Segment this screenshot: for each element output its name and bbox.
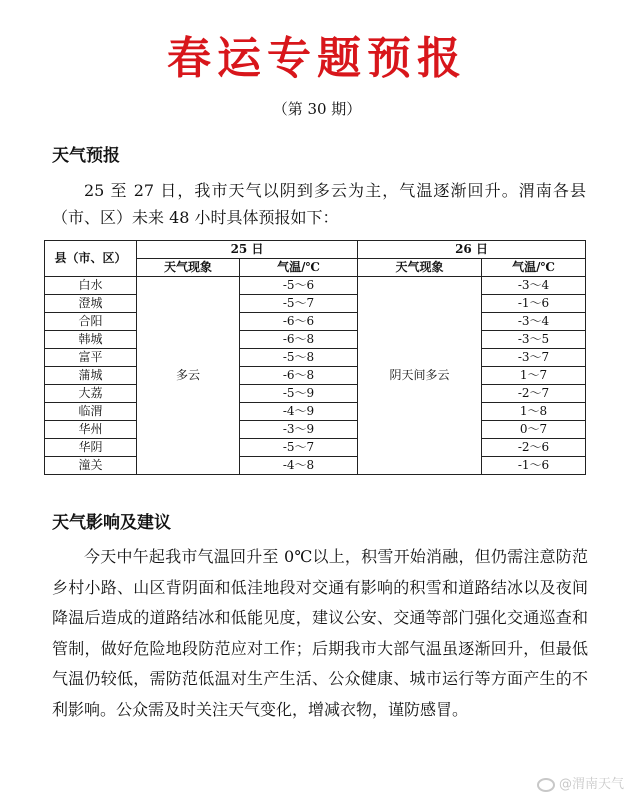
impact-body: 今天中午起我市气温回升至 0℃以上，积雪开始消融，但仍需注意防范乡村小路、山区背阴面和低洼地段对交通有影响的积雪和道路结冰以及夜间降温后造成的道路结冰和低能见度，建议公安、交通等部门强化交通巡查和管制，做好危险地段防范应对工作；后期我市大部气温虽逐渐回升，但最低气温仍较低，需防范低温对生产生活、公众健康、城市运行等方面产生的不利影响。公众需及时关注天气变化，增减衣物，谨防感冒。 (52, 547, 588, 719)
day1-temp-header: 气温/℃ (240, 259, 358, 277)
day2-temp-cell: -3～4 (482, 277, 586, 295)
watermark (537, 773, 624, 792)
day1-temp-cell: -5～9 (240, 385, 358, 403)
weibo-icon (537, 778, 555, 792)
day2-temp-cell: -1～6 (482, 295, 586, 313)
day1-weather-cell: 多云 (137, 277, 240, 475)
table-row (45, 367, 586, 385)
day1-temp-cell: -6～8 (240, 367, 358, 385)
watermark-text: @渭南天气 (558, 777, 624, 792)
county-cell: 蒲城 (45, 367, 137, 385)
day1-temp-cell: -5～6 (240, 277, 358, 295)
county-cell: 潼关 (45, 457, 137, 475)
table-row (45, 349, 586, 367)
day2-temp-cell: -2～7 (482, 385, 586, 403)
issue-number: （第 30 期） (272, 100, 362, 118)
day2-temp-cell: -2～6 (482, 439, 586, 457)
table-row (45, 403, 586, 421)
forecast-heading: 天气预报 (52, 146, 120, 166)
day1-temp-cell: -5～7 (240, 295, 358, 313)
day2-temp-header: 气温/℃ (482, 259, 586, 277)
county-header: 县（市、区） (45, 241, 137, 277)
day1-temp-cell: -6～6 (240, 313, 358, 331)
report-title: 春运专题预报 (167, 33, 467, 84)
county-cell: 临渭 (45, 403, 137, 421)
day1-temp-cell: -5～8 (240, 349, 358, 367)
table-row (45, 421, 586, 439)
table-row (45, 313, 586, 331)
day1-temp-cell: -4～9 (240, 403, 358, 421)
table-row (45, 295, 586, 313)
table-row (45, 385, 586, 403)
table-row (45, 457, 586, 475)
county-cell: 华阴 (45, 439, 137, 457)
day1-weather-header: 天气现象 (137, 259, 240, 277)
day1-temp-cell: -5～7 (240, 439, 358, 457)
county-cell: 澄城 (45, 295, 137, 313)
forecast-table (44, 240, 586, 475)
forecast-intro: 25 至 27 日，我市天气以阴到多云为主，气温逐渐回升。渭南各县（市、区）未来 48 小时具体预报如下： (52, 181, 586, 227)
day2-weather-cell: 阴天间多云 (358, 277, 482, 475)
day2-temp-cell: -1～6 (482, 457, 586, 475)
day1-temp-cell: -6～8 (240, 331, 358, 349)
day2-header: 26 日 (358, 241, 586, 259)
table-row (45, 439, 586, 457)
county-cell: 大荔 (45, 385, 137, 403)
day2-temp-cell: -3～5 (482, 331, 586, 349)
county-cell: 白水 (45, 277, 137, 295)
day2-weather-header: 天气现象 (358, 259, 482, 277)
day2-temp-cell: 0～7 (482, 421, 586, 439)
day2-temp-cell: 1～7 (482, 367, 586, 385)
impact-heading: 天气影响及建议 (52, 513, 171, 533)
county-cell: 富平 (45, 349, 137, 367)
day2-temp-cell: -3～7 (482, 349, 586, 367)
county-cell: 韩城 (45, 331, 137, 349)
county-cell: 合阳 (45, 313, 137, 331)
day2-temp-cell: 1～8 (482, 403, 586, 421)
county-cell: 华州 (45, 421, 137, 439)
day1-temp-cell: -4～8 (240, 457, 358, 475)
table-row (45, 331, 586, 349)
day1-header: 25 日 (137, 241, 358, 259)
table-row (45, 277, 586, 295)
table-header-row (45, 241, 586, 259)
day2-temp-cell: -3～4 (482, 313, 586, 331)
day1-temp-cell: -3～9 (240, 421, 358, 439)
